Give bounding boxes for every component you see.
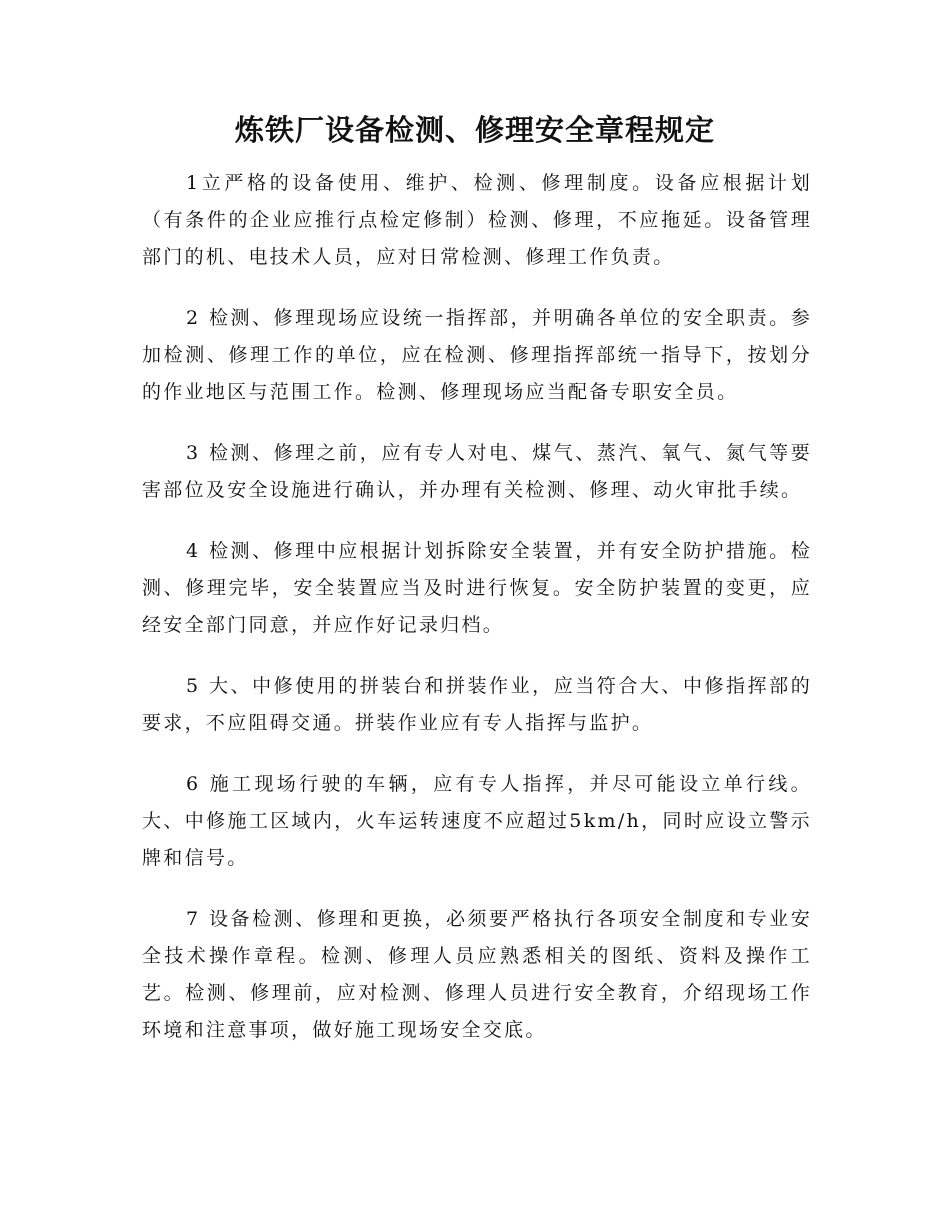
document-body xyxy=(142,165,812,1073)
paragraph-6: 6 施工现场行驶的车辆，应有专人指挥，并尽可能设立单行线。大、中修施工区域内，火车运转速度不应超过5km/h，同时应设立警示牌和信号。 xyxy=(142,773,812,869)
paragraph-1: 1立严格的设备使用、维护、检测、修理制度。设备应根据计划（有条件的企业应推行点检定修制）检测、修理，不应拖延。设备管理部门的机、电技术人员，应对日常检测、修理工作负责。 xyxy=(142,172,812,268)
paragraph-2: 2 检测、修理现场应设统一指挥部，并明确各单位的安全职责。参加检测、修理工作的单位，应在检测、修理指挥部统一指导下，按划分的作业地区与范围工作。检测、修理现场应当配备专职安全员。 xyxy=(142,307,812,403)
paragraph-3: 3 检测、修理之前，应有专人对电、煤气、蒸汽、氧气、氮气等要害部位及安全设施进行确认，并办理有关检测、修理、动火审批手续。 xyxy=(142,442,812,501)
paragraph-5: 5 大、中修使用的拼装台和拼装作业，应当符合大、中修指挥部的要求，不应阻碍交通。拼装作业应有专人指挥与监护。 xyxy=(142,675,812,734)
paragraph-7: 7 设备检测、修理和更换，必须要严格执行各项安全制度和专业安全技术操作章程。检测、修理人员应熟悉相关的图纸、资料及操作工艺。检测、修理前，应对检测、修理人员进行安全教育，介绍现场工作环境和注意事项，做好施工现场安全交底。 xyxy=(142,908,812,1041)
document-title: 炼铁厂设备检测、修理安全章程规定 xyxy=(234,113,715,147)
paragraph-4: 4 检测、修理中应根据计划拆除安全装置，并有安全防护措施。检测、修理完毕，安全装置应当及时进行恢复。安全防护装置的变更，应经安全部门同意，并应作好记录归档。 xyxy=(142,540,812,636)
